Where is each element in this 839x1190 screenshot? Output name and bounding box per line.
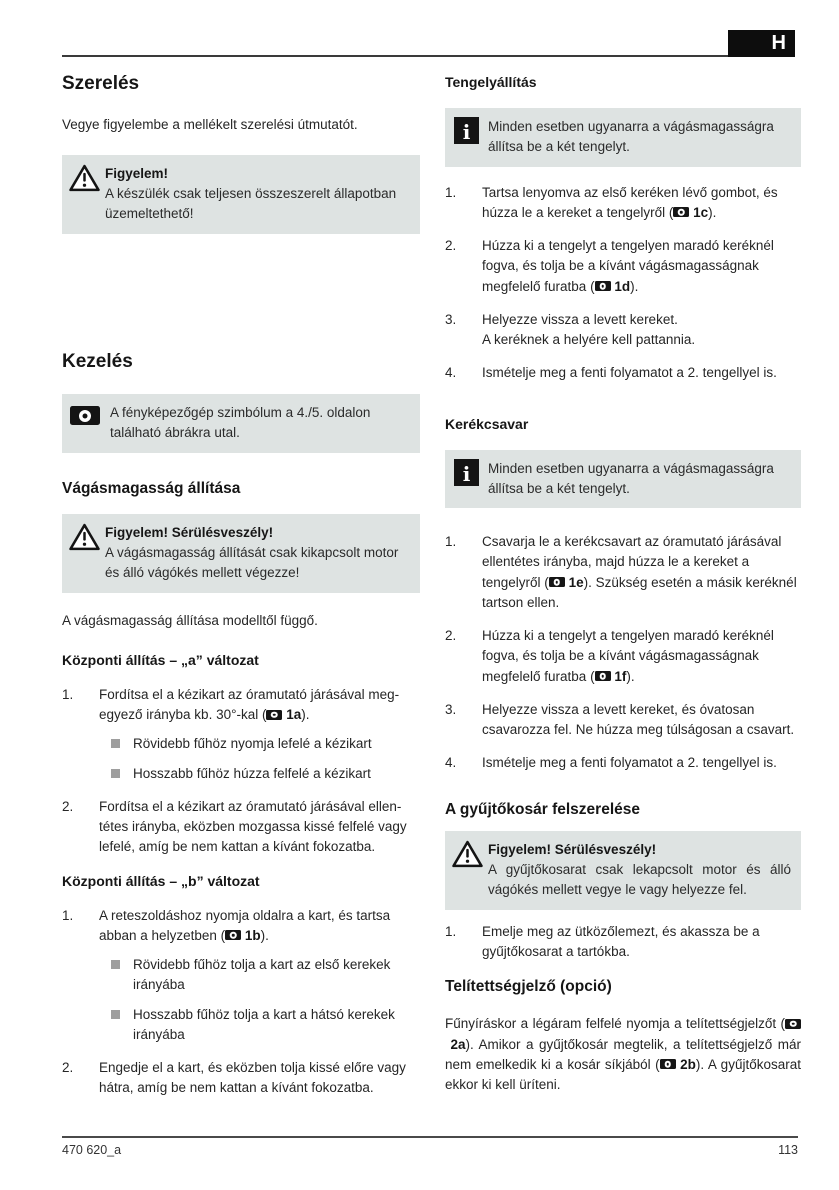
camera-icon bbox=[785, 1019, 801, 1029]
camera-icon bbox=[266, 710, 282, 720]
list-item bbox=[62, 1058, 420, 1099]
heading-tengelyallitas: Tengelyállítás bbox=[445, 74, 537, 90]
heading-szereles: Szerelés bbox=[62, 73, 140, 94]
list-item bbox=[62, 906, 420, 1046]
list-number: 2. bbox=[62, 1060, 74, 1075]
list-number: 4. bbox=[445, 365, 457, 381]
heading-telitettsegjelzo: Telítettségjelző (opció) bbox=[445, 978, 612, 995]
figure-ref: 1f bbox=[614, 668, 627, 684]
warning-body: A készülék csak teljesen összeszerelt állapotban üzemeltethető! bbox=[105, 186, 397, 222]
list-number: 1. bbox=[445, 534, 457, 549]
warning-body: A gyűjtőkosarat csak lekapcsolt motor és álló vágókés mellett vegye le vagy helyezze fel. bbox=[488, 862, 791, 898]
figure-ref: 1a bbox=[286, 707, 302, 722]
camera-icon bbox=[660, 1059, 676, 1069]
heading-gyujtokosár: A gyűjtőkosár felszerelése bbox=[445, 800, 640, 818]
warning-box-vagasmagassag bbox=[62, 514, 420, 593]
figure-ref: 1c bbox=[693, 204, 709, 220]
heading-kozponti-a: Központi állítás – „a” változat bbox=[62, 651, 259, 668]
list-kozponti-a bbox=[62, 685, 420, 858]
column-right bbox=[445, 70, 801, 1095]
heading-kozponti-b: Központi állítás – „b” változat bbox=[62, 872, 260, 889]
warning-box-gyujtokosár bbox=[445, 831, 801, 910]
list-text: Húzza ki a tengelyt a tengelyen maradó keréknél fogva, és tolja be a kívánt vágásmagasságnak megfelelő furatba ( 1f). bbox=[482, 628, 774, 684]
camera-note-box bbox=[62, 394, 420, 453]
camera-icon bbox=[595, 671, 611, 681]
list-item bbox=[445, 700, 801, 741]
bullet-text: Rövidebb fűhöz tolja a kart az első kerekek irányába bbox=[133, 957, 391, 993]
list-item bbox=[62, 685, 420, 784]
bullet-text: Hosszabb fűhöz tolja a kart a hátsó kerekek irányába bbox=[133, 1006, 395, 1042]
list-number: 1. bbox=[62, 907, 74, 923]
bullet-square-icon bbox=[111, 769, 120, 778]
heading-kezeles: Kezelés bbox=[62, 350, 133, 372]
warning-triangle-icon bbox=[69, 164, 100, 192]
list-number: 1. bbox=[445, 923, 457, 939]
list-number: 1. bbox=[62, 686, 74, 702]
figure-ref: 1e bbox=[568, 574, 584, 590]
figure-ref: 1b bbox=[244, 927, 261, 943]
bullet-item bbox=[111, 1005, 420, 1046]
bullet-text: Hosszabb fűhöz húzza felfelé a kézikart bbox=[133, 765, 371, 781]
warning-box-szereles bbox=[62, 155, 420, 234]
camera-icon bbox=[225, 930, 241, 940]
list-text: Ismételje meg a fenti folyamatot a 2. tengellyel is. bbox=[482, 365, 777, 381]
header-rule bbox=[62, 55, 728, 57]
bullet-text: Rövidebb fűhöz nyomja lefelé a kézikart bbox=[133, 736, 372, 752]
warning-triangle-icon bbox=[452, 840, 483, 868]
list-item bbox=[445, 363, 801, 383]
heading-kerekcsavar: Kerékcsavar bbox=[445, 415, 529, 432]
list-item bbox=[445, 922, 801, 963]
list-text: Tartsa lenyomva az első keréken lévő gombot, és húzza le a kereket a tengelyről ( 1c). bbox=[482, 184, 778, 220]
bullet-item bbox=[111, 764, 420, 784]
list-text: Csavarja le a kerékcsavart az óramutató járásával ellentétes irányba, majd húzza le a kereket a tengelyről ( 1e). Szükség esetén a másik keréknél tartson ellen. bbox=[482, 534, 797, 610]
list-item bbox=[445, 532, 801, 613]
document-code: 470 620_a bbox=[62, 1143, 122, 1157]
info-text: Minden esetben ugyanarra a vágásmagasságra állítsa be a két tengelyt. bbox=[488, 460, 774, 496]
list-kerekcsavar bbox=[445, 532, 801, 774]
list-number: 1. bbox=[445, 184, 457, 200]
camera-icon bbox=[673, 207, 689, 217]
list-kozponti-b bbox=[62, 906, 420, 1099]
info-icon: i bbox=[454, 117, 479, 144]
list-number: 2. bbox=[62, 798, 74, 814]
list-text: Helyezze vissza a levett kereket, és óvatosan csavarozza fel. Ne húzza meg túlságosan a csavart. bbox=[482, 701, 795, 737]
warning-title: Figyelem! bbox=[105, 165, 169, 181]
figure-ref: 2a bbox=[450, 1036, 466, 1052]
language-badge bbox=[728, 30, 795, 57]
list-tengely bbox=[445, 183, 801, 384]
info-box-tengely bbox=[445, 108, 801, 167]
list-text: Emelje meg az ütközőlemezt, és akassza be a gyűjtőkosarat a tartókba. bbox=[482, 923, 760, 959]
list-item bbox=[445, 310, 801, 351]
warning-title: Figyelem! Sérülésveszély! bbox=[488, 841, 657, 857]
list-text: Engedje el a kart, és eközben tolja kissé előre vagy hátra, amíg be nem kattan a kívánt fokozatba. bbox=[99, 1060, 406, 1096]
figure-ref: 1d bbox=[614, 278, 631, 294]
figure-ref: 2b bbox=[680, 1056, 696, 1072]
list-number: 2. bbox=[445, 628, 457, 643]
list-number: 2. bbox=[445, 238, 457, 253]
warning-triangle-icon bbox=[69, 523, 100, 551]
bullet-square-icon bbox=[111, 739, 120, 748]
list-text: Fordítsa el a kézikart az óramutató járásával ellentétes irányba, eközben mozgassa kissé felfelé vagy lefelé, amíg be nem kattan a kívánt fokozatba. bbox=[99, 798, 407, 855]
list-text: Fordítsa el a kézikart az óramutató járásával megegyező irányba kb. 30°-kal ( 1a). Rövidebb fűhöz nyomja lefelé a kézikart Hosszabb fűhöz húzza felfelé a kézikart bbox=[99, 685, 420, 784]
heading-vagasmagassag: Vágásmagasság állítása bbox=[62, 479, 241, 497]
list-number: 3. bbox=[445, 701, 457, 717]
language-badge-label: H bbox=[771, 32, 786, 54]
list-item bbox=[445, 626, 801, 687]
list-item bbox=[445, 753, 801, 773]
list-number: 4. bbox=[445, 755, 457, 771]
column-left bbox=[62, 70, 420, 1112]
info-text: Minden esetben ugyanarra a vágásmagasságra állítsa be a két tengelyt. bbox=[488, 119, 774, 155]
list-item bbox=[445, 236, 801, 297]
bullet-item bbox=[111, 955, 420, 996]
list-text: Húzza ki a tengelyt a tengelyen maradó keréknél fogva, és tolja be a kívánt vágásmagasságnak megfelelő furatba ( 1d). bbox=[482, 238, 774, 294]
bullet-square-icon bbox=[111, 1010, 120, 1019]
bullet-item bbox=[111, 734, 420, 754]
list-text: Ismételje meg a fenti folyamatot a 2. tengellyel is. bbox=[482, 755, 777, 771]
page-number: 113 bbox=[778, 1143, 798, 1157]
bullet-square-icon bbox=[111, 960, 120, 969]
list-item bbox=[445, 183, 801, 224]
paragraph-szereles: Vegye figyelembe a mellékelt szerelési útmutatót. bbox=[62, 116, 358, 132]
camera-icon bbox=[595, 281, 611, 291]
list-text: A reteszoldáshoz nyomja oldalra a kart, és tartsa abban a helyzetben ( 1b). Rövidebb fűhöz tolja a kart az első kerekek irányába Hosszabb fűhöz tolja a kart a hátsó kerekek irányába bbox=[99, 906, 420, 1046]
info-box-kerekcsavar bbox=[445, 450, 801, 509]
list-number: 3. bbox=[445, 311, 457, 327]
paragraph-modell: A vágásmagasság állítása modelltől függő. bbox=[62, 612, 318, 628]
footer-rule bbox=[62, 1136, 798, 1138]
camera-note-text: A fényképezőgép szimbólum a 4./5. oldalon található ábrákra utal. bbox=[110, 405, 371, 441]
camera-icon bbox=[549, 577, 565, 587]
warning-body: A vágásmagasság állítását csak kikapcsolt motor és álló vágókés mellett végezze! bbox=[105, 545, 399, 581]
paragraph-telitettsegjelzo: Fűnyíráskor a légáram felfelé nyomja a telítettségjelzőt ( 2a). Amikor a gyűjtőkosár megtelik, a telítettségjelző már nem emelkedik ki a kosár síkjából ( 2b). A gyűjtőkosarat ekkor ki kell üríteni. bbox=[445, 1016, 801, 1092]
warning-title: Figyelem! Sérülésveszély! bbox=[105, 524, 274, 540]
info-icon: i bbox=[454, 459, 479, 486]
list-text: Helyezze vissza a levett kereket. A keréknek a helyére kell pattannia. bbox=[482, 311, 696, 347]
list-item bbox=[62, 797, 420, 858]
camera-icon bbox=[70, 406, 100, 425]
list-gyujto bbox=[445, 922, 801, 963]
